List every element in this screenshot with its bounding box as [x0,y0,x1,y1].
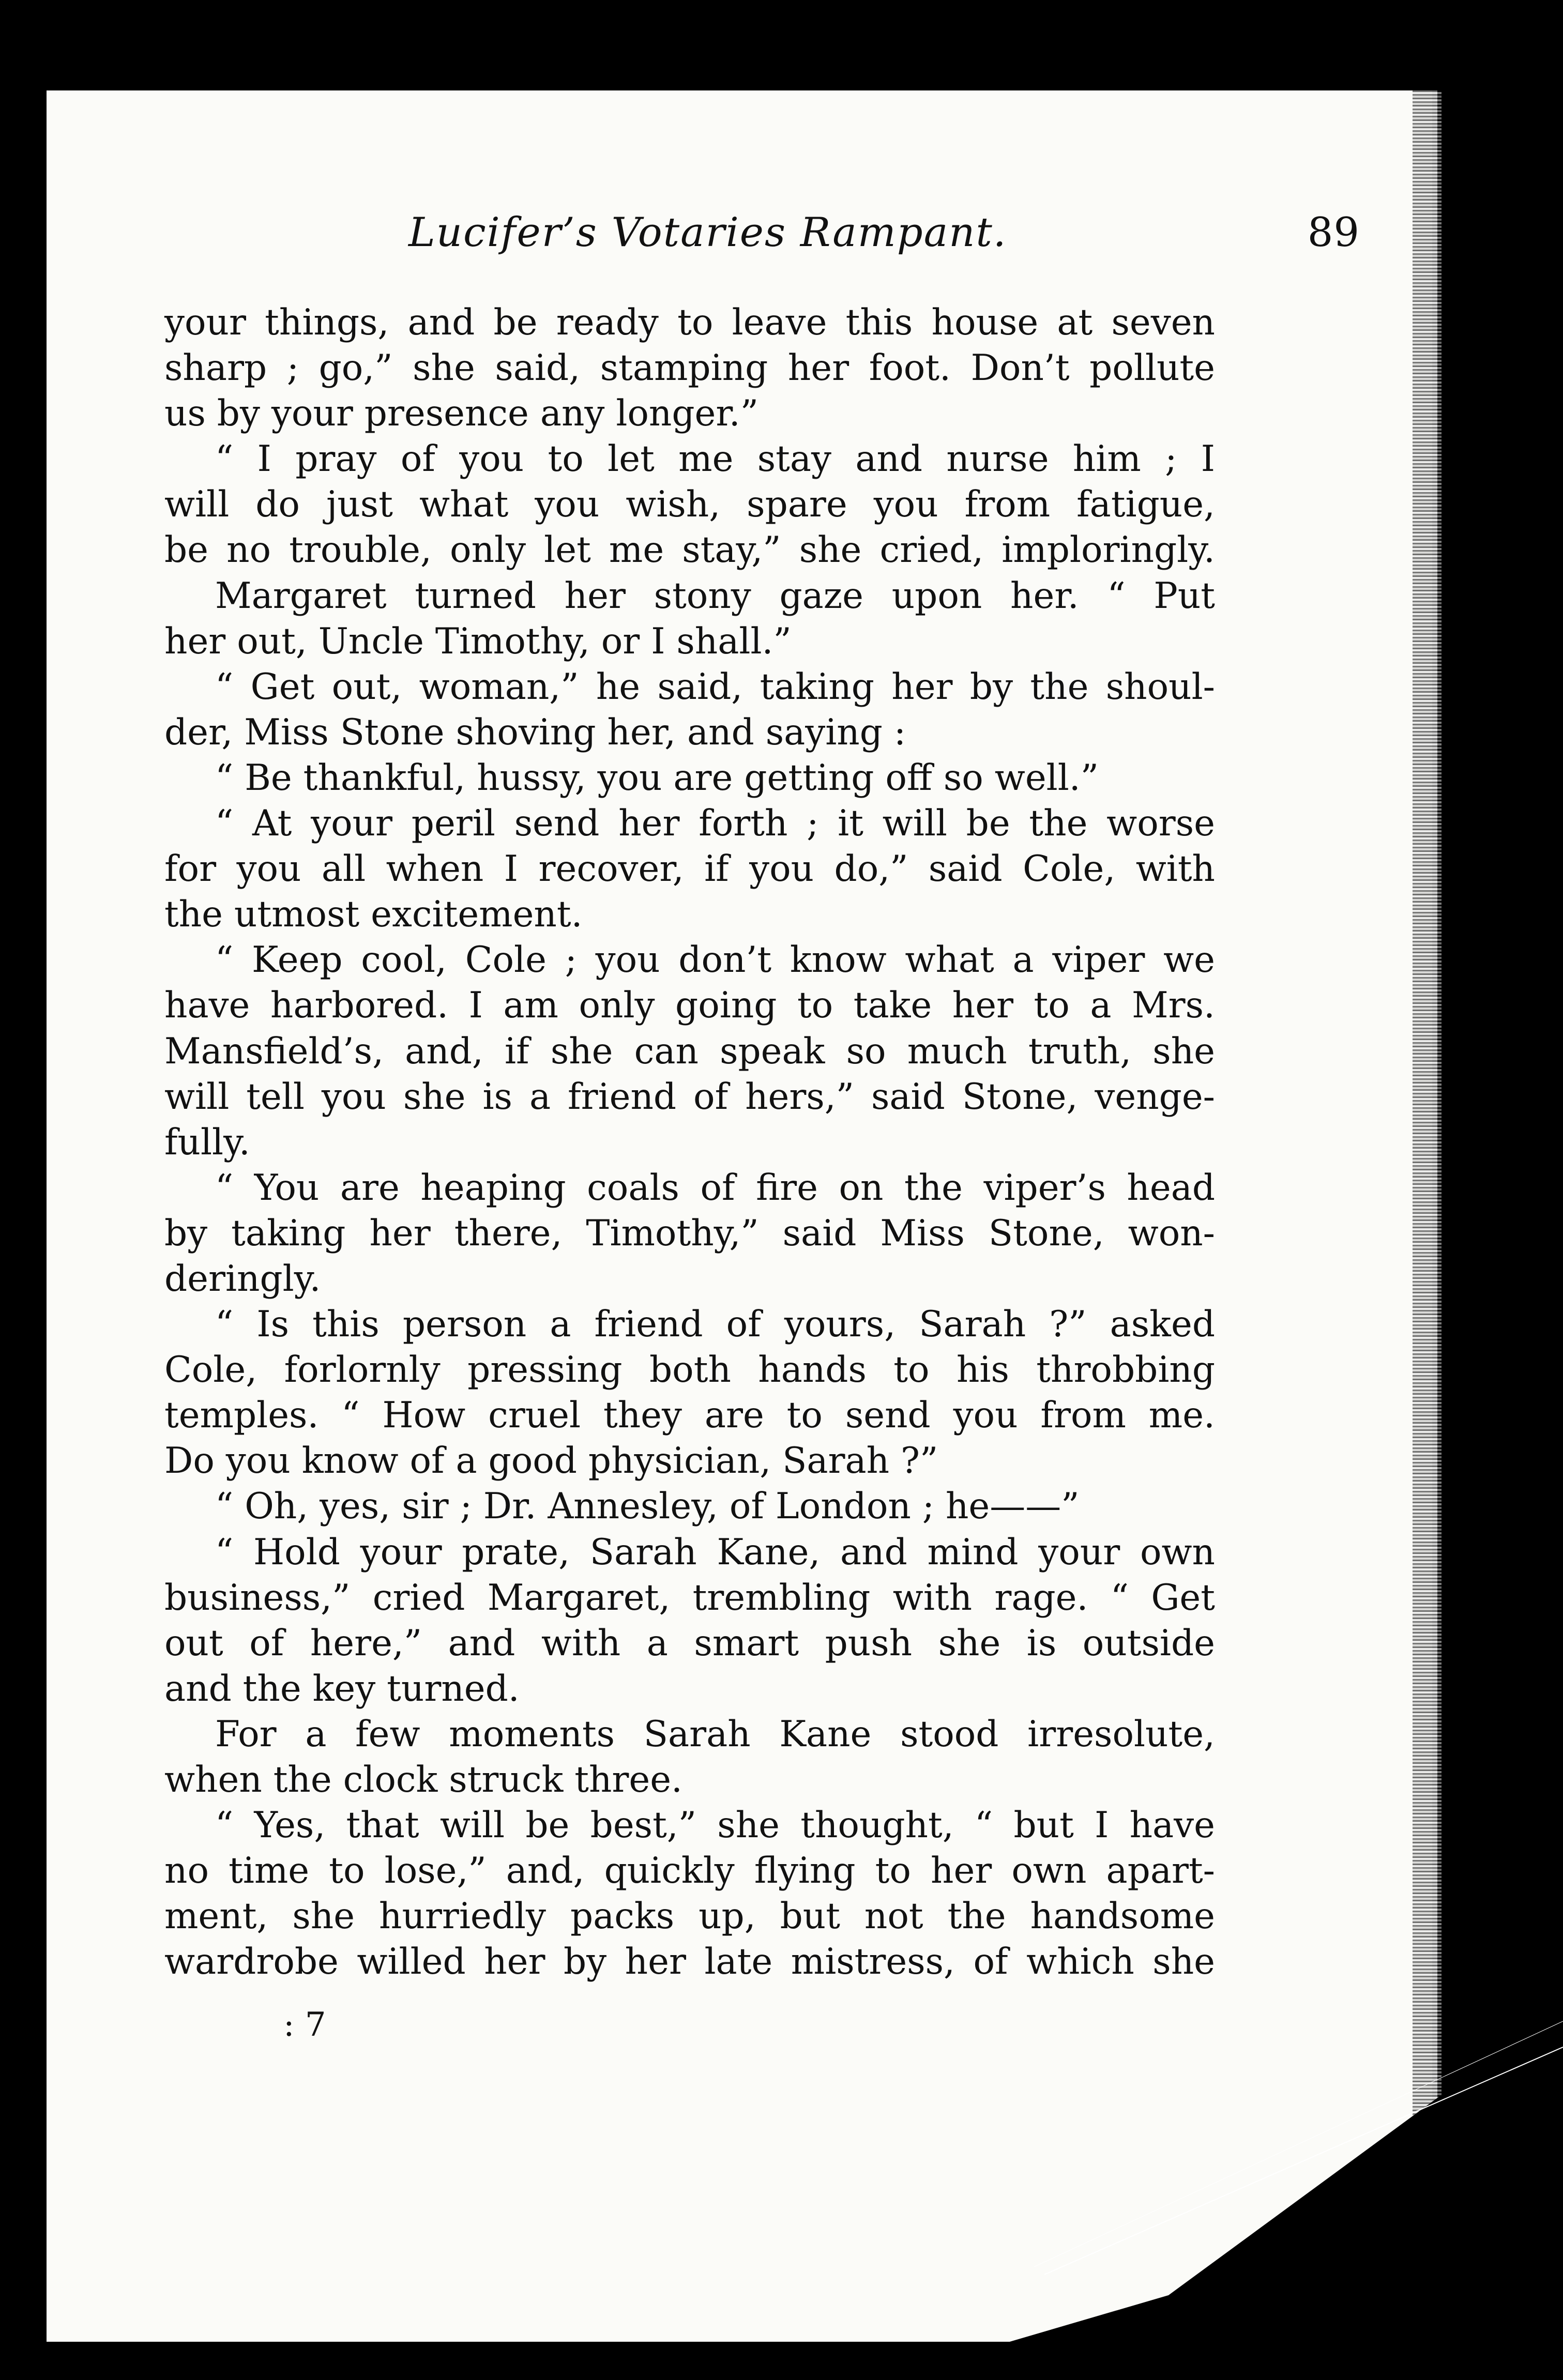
text-line: by taking her there, Timothy,” said Miss Stone, won- [164,1212,1215,1254]
text-line: temples. “ How cruel they are to send you from me. [164,1395,1215,1437]
text-line: “ At your peril send her forth ; it will be the worse [215,803,1215,845]
text-line: and the key turned. [164,1668,520,1710]
text-line: deringly. [164,1258,321,1300]
text-line: Margaret turned her stony gaze upon her. “ Put [215,575,1215,617]
page-number: 89 [1307,209,1360,256]
text-line: your things, and be ready to leave this house at seven [164,302,1215,343]
text-line: her out, Uncle Timothy, or I shall.” [164,620,792,662]
text-line: the utmost excitement. [164,894,583,936]
signature-prefix: : [283,2006,305,2044]
body-text [164,300,1215,1985]
scan-left-edge [0,0,21,2380]
signature-number: 7 [305,2006,326,2044]
text-line: wardrobe willed her by her late mistress, of which she [164,1941,1215,1983]
text-line: out of here,” and with a smart push she is outside [164,1622,1215,1664]
page-corner-fold [879,2006,1563,2380]
page-header [408,209,1365,282]
text-line: fully. [164,1121,250,1163]
text-line: Mansfield’s, and, if she can speak so much truth, she [164,1030,1215,1072]
text-line: “ Hold your prate, Sarah Kane, and mind your own [215,1531,1215,1573]
text-line: sharp ; go,” she said, stamping her foot. Don’t pollute [164,347,1215,389]
text-line: will tell you she is a friend of hers,” said Stone, venge- [164,1076,1215,1118]
text-line: us by your presence any longer.” [164,393,758,435]
text-line: for you all when I recover, if you do,” said Cole, with [164,848,1215,890]
text-line: “ I pray of you to let me stay and nurse him ; I [215,438,1215,480]
page-right-edge-noise [1413,90,1441,2342]
text-line: business,” cried Margaret, trembling with rage. “ Get [164,1577,1215,1619]
text-line: “ Get out, woman,” he said, taking her by the shoul- [215,666,1215,708]
text-line: “ Keep cool, Cole ; you don’t know what a viper we [215,939,1215,981]
text-line: Cole, forlornly pressing both hands to his throbbing [164,1349,1215,1391]
text-line: be no trouble, only let me stay,” she cried, imploringly. [164,529,1215,571]
running-title: Lucifer’s Votaries Rampant. [408,209,1007,256]
text-line: “ Be thankful, hussy, you are getting off so well.” [215,757,1099,799]
text-line: “ Is this person a friend of yours, Sarah ?” asked [215,1304,1215,1346]
text-line: der, Miss Stone shoving her, and saying : [164,711,906,753]
text-line: no time to lose,” and, quickly flying to her own apart- [164,1850,1215,1892]
corner-shadow [879,2006,1563,2380]
signature-mark [283,2006,326,2044]
text-line: when the clock struck three. [164,1759,682,1801]
text-line: For a few moments Sarah Kane stood irresolute, [215,1713,1215,1755]
text-line: “ Yes, that will be best,” she thought, “ but I have [215,1805,1215,1847]
text-line: will do just what you wish, spare you from fatigue, [164,484,1215,526]
text-line: “ You are heaping coals of fire on the viper’s head [215,1167,1215,1209]
text-line: Do you know of a good physician, Sarah ?” [164,1440,938,1482]
text-line: “ Oh, yes, sir ; Dr. Annesley, of London ; he——” [215,1486,1080,1528]
text-line: ment, she hurriedly packs up, but not the handsome [164,1896,1215,1937]
text-line: have harbored. I am only going to take her to a Mrs. [164,985,1215,1027]
